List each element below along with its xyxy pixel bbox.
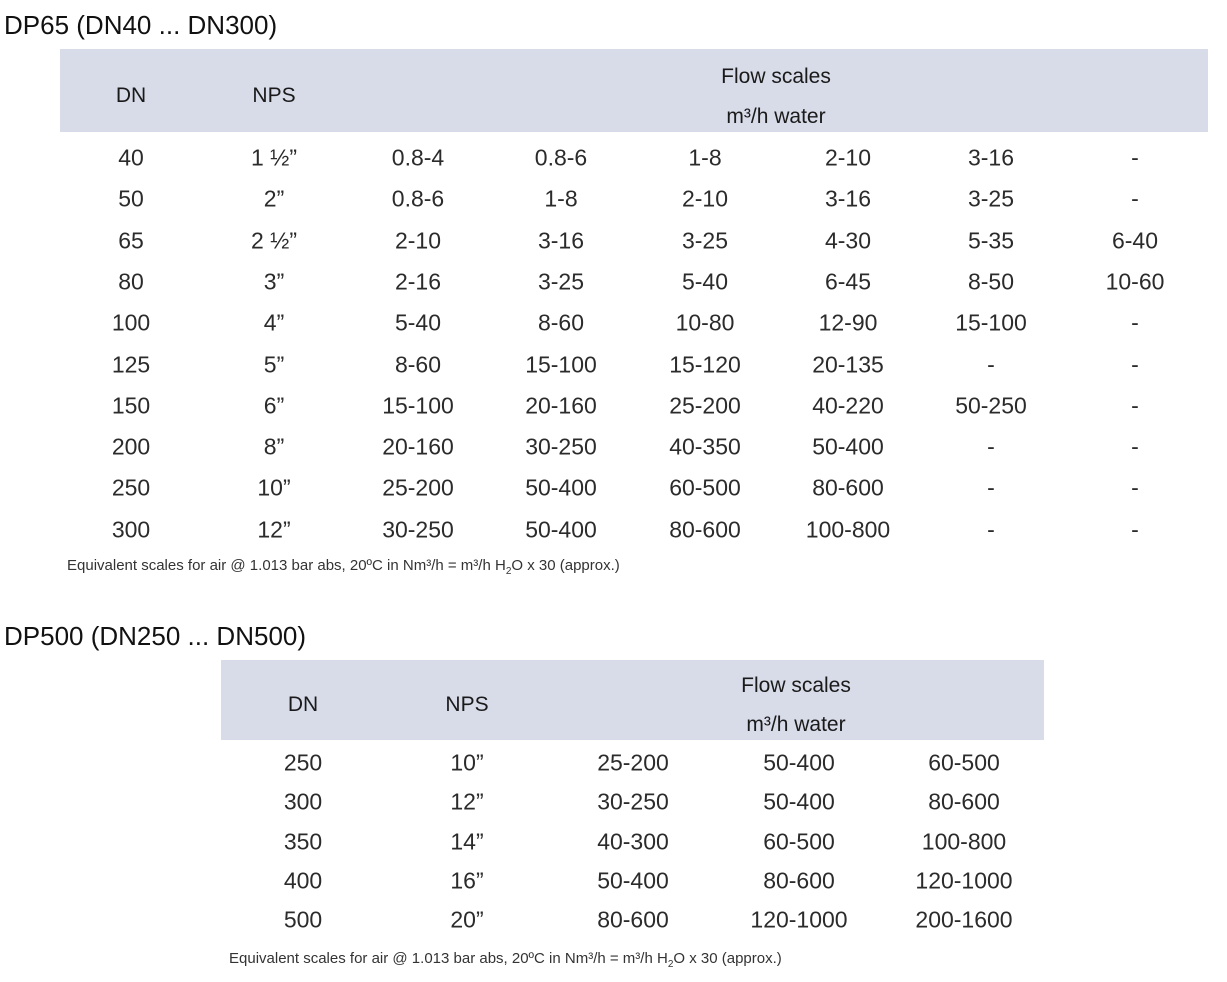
cell-flow-4: 20-135 — [812, 351, 884, 377]
table-header-dp500 — [221, 660, 1044, 740]
cell-flow-1: 20-160 — [382, 433, 454, 460]
cell-dn: 300 — [283, 788, 323, 815]
cell-flow-6: - — [1131, 144, 1139, 171]
cell-nps: 10” — [257, 474, 291, 501]
cell-flow-3: 60-500 — [928, 749, 1000, 776]
cell-nps: 20” — [450, 906, 484, 933]
cell-flow-6: - — [1131, 433, 1139, 460]
table-footnote-dp65: Equivalent scales for air @ 1.013 bar abs, 20ºC in Nm³/h = m³/h $H_2O$ x 30 (approx.) — [67, 557, 620, 577]
cell-flow-6: 10-60 — [1105, 268, 1165, 295]
cell-dn: 250 — [283, 749, 323, 776]
cell-flow-2: 3-25 — [537, 268, 585, 295]
cell-flow-5: 3-16 — [967, 144, 1015, 171]
cell-flow-2: 1-8 — [544, 185, 578, 212]
cell-dn: 50 — [118, 185, 144, 212]
cell-nps: 3” — [263, 268, 285, 295]
cell-flow-2: 15-100 — [525, 351, 597, 377]
cell-dn: 125 — [111, 351, 151, 377]
cell-flow-5: - — [987, 351, 995, 377]
cell-flow-6: - — [1131, 392, 1139, 419]
cell-flow-3: 200-1600 — [915, 906, 1013, 933]
cell-flow-1: 8-60 — [394, 351, 442, 377]
cell-flow-5: - — [987, 433, 995, 460]
cell-nps: 1 ½” — [250, 144, 298, 171]
cell-flow-6: - — [1131, 309, 1139, 336]
cell-flow-5: - — [987, 474, 995, 501]
cell-flow-4: 4-30 — [824, 227, 872, 254]
cell-flow-5: 50-250 — [955, 392, 1027, 419]
cell-dn: 150 — [111, 392, 151, 419]
cell-flow-1: 80-600 — [597, 906, 669, 933]
table-header-dp65 — [60, 49, 1208, 132]
cell-flow-1: 40-300 — [597, 828, 669, 855]
header-flow-scales: Flow scales — [721, 65, 831, 88]
cell-flow-2: 50-400 — [525, 474, 597, 501]
cell-flow-1: 2-16 — [394, 268, 442, 295]
cell-nps: 16” — [450, 867, 484, 894]
cell-flow-3: 60-500 — [669, 474, 741, 501]
table-title-dp65: DP65 (DN40 ... DN300) — [4, 10, 278, 40]
header-flow-units: m³/h water — [746, 713, 846, 736]
cell-flow-5: 5-35 — [967, 227, 1015, 254]
cell-flow-5: 8-50 — [967, 268, 1015, 295]
cell-nps: 5” — [263, 351, 285, 377]
header-flow-units: m³/h water — [726, 105, 826, 128]
cell-flow-4: 6-45 — [824, 268, 872, 295]
cell-flow-1: 30-250 — [597, 788, 669, 815]
cell-nps: 12” — [257, 516, 291, 543]
header-nps: NPS — [445, 693, 489, 716]
cell-flow-4: 50-400 — [812, 433, 884, 460]
cell-flow-3: 10-80 — [675, 309, 735, 336]
cell-dn: 350 — [283, 828, 323, 855]
header-dn: DN — [287, 693, 319, 716]
cell-flow-3: 80-600 — [669, 516, 741, 543]
cell-flow-2: 50-400 — [525, 516, 597, 543]
cell-flow-3: 15-120 — [669, 351, 741, 377]
cell-flow-4: 100-800 — [805, 516, 891, 543]
cell-nps: 12” — [450, 788, 484, 815]
cell-flow-2: 30-250 — [525, 433, 597, 460]
cell-nps: 8” — [263, 433, 285, 460]
cell-flow-3: 40-350 — [669, 433, 741, 460]
cell-flow-2: 0.8-6 — [534, 144, 588, 171]
cell-flow-3: 1-8 — [688, 144, 722, 171]
cell-nps: 2 ½” — [250, 227, 298, 254]
header-dn: DN — [115, 84, 147, 107]
cell-flow-6: - — [1131, 351, 1139, 377]
cell-flow-3: 80-600 — [928, 788, 1000, 815]
table-footnote-dp500: Equivalent scales for air @ 1.013 bar abs, 20ºC in Nm³/h = m³/h $H_2O$ x 30 (approx.) — [229, 950, 782, 970]
cell-flow-2: 20-160 — [525, 392, 597, 419]
cell-flow-1: 25-200 — [382, 474, 454, 501]
cell-flow-3: 3-25 — [681, 227, 729, 254]
cell-flow-6: - — [1131, 474, 1139, 501]
cell-dn: 200 — [111, 433, 151, 460]
cell-dn: 400 — [283, 867, 323, 894]
cell-dn: 65 — [118, 227, 144, 254]
cell-flow-6: - — [1131, 185, 1139, 212]
cell-dn: 40 — [118, 144, 144, 171]
header-flow-scales: Flow scales — [741, 674, 851, 697]
cell-nps: 4” — [263, 309, 285, 336]
cell-flow-1: 0.8-6 — [391, 185, 445, 212]
cell-flow-4: 3-16 — [824, 185, 872, 212]
cell-flow-2: 50-400 — [763, 788, 835, 815]
cell-flow-3: 120-1000 — [915, 867, 1013, 894]
cell-flow-4: 12-90 — [818, 309, 878, 336]
cell-nps: 6” — [263, 392, 285, 419]
cell-dn: 250 — [111, 474, 151, 501]
cell-flow-4: 40-220 — [812, 392, 884, 419]
cell-flow-1: 30-250 — [382, 516, 454, 543]
cell-flow-3: 2-10 — [681, 185, 729, 212]
cell-dn: 300 — [111, 516, 151, 543]
cell-flow-1: 25-200 — [597, 749, 669, 776]
cell-flow-4: 80-600 — [812, 474, 884, 501]
cell-nps: 14” — [450, 828, 484, 855]
cell-dn: 100 — [111, 309, 151, 336]
cell-nps: 2” — [263, 185, 285, 212]
cell-dn: 500 — [283, 906, 323, 933]
cell-flow-3: 5-40 — [681, 268, 729, 295]
cell-flow-1: 15-100 — [382, 392, 454, 419]
cell-flow-3: 100-800 — [921, 828, 1007, 855]
cell-flow-1: 0.8-4 — [391, 144, 445, 171]
table-title-dp500: DP500 (DN250 ... DN500) — [4, 621, 307, 651]
cell-flow-2: 50-400 — [763, 749, 835, 776]
cell-flow-5: 3-25 — [967, 185, 1015, 212]
cell-flow-2: 80-600 — [763, 867, 835, 894]
cell-dn: 80 — [118, 268, 144, 295]
cell-flow-1: 50-400 — [597, 867, 669, 894]
cell-flow-1: 2-10 — [394, 227, 442, 254]
cell-flow-5: - — [987, 516, 995, 543]
cell-flow-5: 15-100 — [955, 309, 1027, 336]
header-nps: NPS — [252, 84, 296, 107]
cell-flow-3: 25-200 — [669, 392, 741, 419]
cell-flow-2: 8-60 — [537, 309, 585, 336]
cell-nps: 10” — [450, 749, 484, 776]
cell-flow-6: 6-40 — [1111, 227, 1159, 254]
cell-flow-6: - — [1131, 516, 1139, 543]
cell-flow-2: 3-16 — [537, 227, 585, 254]
cell-flow-2: 120-1000 — [750, 906, 848, 933]
cell-flow-1: 5-40 — [394, 309, 442, 336]
cell-flow-2: 60-500 — [763, 828, 835, 855]
cell-flow-4: 2-10 — [824, 144, 872, 171]
